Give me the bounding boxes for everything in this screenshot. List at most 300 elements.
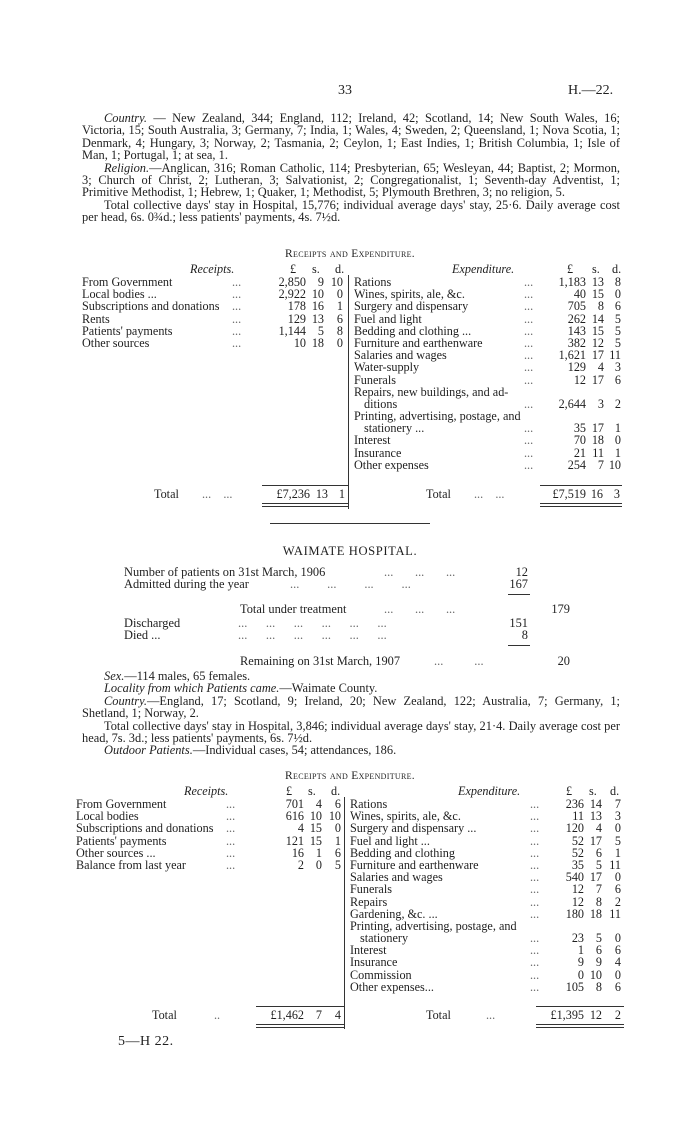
table1-expenditure-s: 7	[597, 457, 604, 472]
table2-receipts-total-rule	[256, 1006, 344, 1007]
number-of-patients-value: 12	[515, 565, 528, 579]
table2-receipt-pounds: 616	[285, 809, 304, 824]
table2-receipt-label: Balance from last year	[76, 857, 186, 872]
sex-label: Sex.	[104, 669, 125, 683]
table2-expenditure-pounds: 1	[577, 943, 584, 958]
table2-expenditure-total-rule	[536, 1006, 624, 1007]
table2-expenditure-d: 5	[614, 833, 621, 848]
table2-receipt-leader: ...	[226, 797, 236, 811]
table2-receipt-pounds: 121	[285, 833, 304, 848]
table2-receipt-leader: ...	[226, 857, 236, 872]
waimate-country-paragraph	[82, 695, 620, 720]
table2-receipts-pound-head: £	[286, 784, 293, 798]
table2-expenditure-row	[350, 835, 626, 847]
table2-receipt-row	[76, 835, 344, 847]
table1-receipt-label: Rents	[82, 311, 110, 326]
table1-receipt-s: 10	[311, 287, 324, 302]
table2-expenditure-label: Furniture and earthenware	[350, 857, 479, 872]
table2-expenditure-double-rule-2	[536, 1027, 624, 1028]
table2-receipt-pounds: 16	[291, 845, 304, 860]
table2-expenditure-leader: ...	[530, 955, 540, 970]
table2-expenditure-s: 7	[595, 882, 602, 897]
table2-expenditure-label: Wines, spirits, ale, &c.	[350, 809, 461, 824]
table2-expenditure-d: 0	[614, 967, 621, 982]
table1-title: Receipts and Expenditure.	[285, 248, 415, 260]
table2-receipt-d: 1	[334, 833, 341, 848]
table1-receipt-row	[82, 313, 348, 325]
table1-expenditure-pounds: 70	[573, 433, 586, 448]
died-leader: ... ... ... ... ... ...	[238, 628, 387, 642]
table1-expenditure-rows	[354, 276, 622, 471]
table2-expenditure-row	[350, 896, 626, 908]
sex-text: —114 males, 65 females.	[124, 669, 251, 683]
table1-expenditure-pounds: 254	[567, 457, 586, 472]
table2-expenditure-leader: ...	[530, 894, 540, 909]
outdoor-text: —Individual cases, 54; attendances, 186.	[192, 743, 397, 758]
table2-receipt-s: 1	[315, 845, 322, 860]
died-value: 8	[521, 628, 528, 642]
table2-expenditure-s: 5	[595, 857, 602, 872]
table1-expenditure-label: Salaries and wages	[354, 348, 447, 363]
table2-expenditure-pounds: 540	[565, 870, 584, 885]
table1-expenditure-pounds: 1,621	[558, 348, 586, 363]
table2-receipt-s: 10	[309, 809, 322, 824]
table1-expenditure-leader: ...	[524, 348, 534, 363]
table2-receipt-d: 0	[334, 821, 341, 836]
table2-expenditure-row	[350, 969, 626, 981]
table1-expenditure-row	[354, 361, 622, 373]
table1-receipt-d: 0	[336, 287, 343, 302]
table1-expenditure-total-leader: ... ...	[474, 487, 505, 501]
table1-receipt-label: From Government	[82, 275, 173, 289]
table2-expenditure-pounds: 35	[571, 857, 584, 872]
table2-expenditure-d: 0	[614, 931, 621, 946]
table2-receipts-heading: Receipts.	[184, 784, 229, 798]
religion-text: —Anglican, 316; Roman Catholic, 114; Presbyterian, 65; Wesleyan, 44; Baptist, 2; Mormon, 3; Church of Christ, 2; Lutheran, 3; Salvationist, 2; Congregationalist, 1; Seventh-day Adventist, 1; Primitive Methodist, 1; Hebrew, 1; Quaker, 1; Methodist, 5; Plymouth Brethren, 3; no religion, 5.	[82, 160, 620, 200]
table2-expenditure-pounds: 11	[572, 809, 584, 824]
table1-receipt-label: Local bodies ...	[82, 287, 157, 302]
table1-expenditure-leader: ...	[524, 457, 534, 472]
table1-expenditure-label: Rations	[354, 275, 392, 289]
table1-expenditure-s: 17	[591, 421, 604, 436]
table1-receipts-total-rule	[262, 485, 348, 486]
table1-receipts-total-leader: ... ...	[202, 487, 233, 501]
locality-text: —Waimate County.	[279, 681, 378, 696]
table1-receipt-row	[82, 337, 348, 349]
table1-receipts-total-pounds: £7,236	[276, 487, 310, 501]
table2-expenditure-d: 2	[614, 894, 621, 909]
table2-expenditure-s: 17	[589, 870, 602, 885]
table1-expenditure-double-rule-2	[540, 506, 622, 507]
table2-expenditure-label: Rations	[350, 797, 388, 811]
waimate-country-text: —England, 17; Scotland, 9; Ireland, 20; New Zealand, 122; Australia, 7; Germany, 1; Shetland, 1; Norway, 2.	[82, 693, 620, 721]
total-leader: ... ... ...	[384, 602, 456, 616]
table1-expenditure-row	[354, 300, 622, 312]
table1-expenditure-leader: ...	[524, 445, 534, 460]
table1-expenditure-pounds: 12	[573, 372, 586, 387]
religion-paragraph	[82, 162, 620, 199]
table1-expenditure-label: Fuel and light	[354, 311, 422, 326]
table2-expenditure-pounds: 52	[571, 833, 584, 848]
table2-expenditure-d: 6	[614, 943, 621, 958]
table1-receipt-leader: ...	[232, 323, 242, 338]
table2-expenditure-leader: ...	[530, 870, 540, 885]
table1-expenditure-d: 6	[614, 372, 621, 387]
table1-expenditure-leader: ...	[524, 396, 534, 411]
table1-receipt-s: 18	[311, 335, 324, 350]
table2-expenditure-pound-head: £	[566, 784, 573, 798]
table2-expenditure-label: Fuel and light ...	[350, 833, 430, 848]
waimate-stay-paragraph: Total collective days' stay in Hospital, 3,846; individual average days' stay, 21·4. Daily average cost per head, 7s. 3d.; less patients' payments, 6s. 7½d.	[82, 718, 620, 746]
intro-section	[82, 112, 620, 224]
table1-expenditure-d: 0	[614, 433, 621, 448]
table2-expenditure-pounds: 105	[565, 979, 584, 994]
table2-expenditure-label: Funerals	[350, 882, 392, 897]
table1-expenditure-pounds: 2,644	[558, 396, 586, 411]
table2-receipt-pounds: 4	[297, 821, 304, 836]
table2-receipt-leader: ...	[226, 809, 236, 824]
footer-signature: 5—H 22.	[118, 1034, 174, 1049]
table2-expenditure-leader: ...	[530, 809, 540, 824]
table1-receipt-s: 9	[317, 275, 324, 289]
table2-receipt-d: 6	[334, 845, 341, 860]
table2-expenditure-label: stationery	[360, 931, 409, 946]
table1-expenditure-leader: ...	[524, 433, 534, 448]
table2-receipts-total-leader: ..	[214, 1008, 221, 1022]
table2-expenditure-label: Other expenses...	[350, 979, 434, 994]
table1-receipt-pounds: 1,144	[278, 323, 306, 338]
table2-expenditure-rows	[350, 798, 626, 993]
table1-expenditure-d-head: d.	[612, 262, 622, 276]
table1-expenditure-leader: ...	[524, 287, 534, 302]
table1-receipts-rows	[82, 276, 348, 349]
outdoor-paragraph	[82, 744, 620, 756]
table1-receipt-leader: ...	[232, 299, 242, 314]
table1-receipts-total-s: 13	[315, 487, 328, 501]
number-of-patients-label: Number of patients on 31st March, 1906	[124, 565, 326, 579]
table2-expenditure-total-s: 12	[589, 1008, 602, 1022]
table2-expenditure-s: 10	[589, 967, 602, 982]
table1-expenditure-leader: ...	[524, 323, 534, 338]
table2	[76, 785, 626, 1035]
table1-expenditure-s: 11	[592, 445, 604, 460]
table2-receipt-d: 10	[328, 809, 341, 824]
table2-expenditure-total-label: Total	[426, 1008, 451, 1022]
table1-receipt-d: 6	[336, 311, 343, 326]
table1-expenditure-row	[354, 447, 622, 459]
table2-expenditure-leader: ...	[530, 906, 540, 921]
table1-expenditure-d: 1	[614, 421, 621, 436]
table1-expenditure-s: 3	[597, 396, 604, 411]
table2-receipt-s: 15	[309, 833, 322, 848]
table2-expenditure-d: 4	[614, 955, 621, 970]
religion-label: Religion.	[104, 160, 150, 175]
table2-expenditure-label: Insurance	[350, 955, 398, 970]
table1-expenditure-d: 1	[614, 445, 621, 460]
table1-expenditure-leader: ...	[524, 421, 534, 436]
table1-expenditure-total-d: 3	[613, 487, 620, 501]
table2-expenditure-s: 6	[595, 943, 602, 958]
table2-expenditure-total-leader: ...	[486, 1008, 496, 1022]
table1-expenditure-leader: ...	[524, 360, 534, 375]
table2-expenditure-label: Printing, advertising, postage, and	[350, 918, 517, 933]
table1-divider	[348, 275, 349, 509]
table2-expenditure-double-rule-1	[536, 1024, 624, 1025]
total-under-treatment-value: 179	[551, 602, 570, 616]
table2-expenditure-label: Gardening, &c. ...	[350, 906, 438, 921]
table2-receipt-row	[76, 822, 344, 834]
table1-receipt-s: 16	[311, 299, 324, 314]
table1-expenditure-label: Insurance	[354, 445, 402, 460]
page-number: 33	[338, 83, 352, 98]
table2-expenditure-label: Bedding and clothing	[350, 845, 455, 860]
table2-receipts-double-rule-1	[256, 1024, 344, 1025]
discharged-leader: ... ... ... ... ... ...	[238, 616, 387, 630]
table1-expenditure-total-s: 16	[590, 487, 603, 501]
table2-expenditure-d: 3	[614, 809, 621, 824]
table1-receipts-double-rule-2	[262, 506, 348, 507]
table2-expenditure-s: 8	[595, 894, 602, 909]
table1-expenditure-d: 6	[614, 299, 621, 314]
table2-expenditure-row	[350, 822, 626, 834]
country-paragraph	[82, 112, 620, 162]
table2-receipt-s: 4	[315, 797, 322, 811]
table2-expenditure-d: 7	[614, 797, 621, 811]
table2-expenditure-leader: ...	[530, 797, 540, 811]
table2-expenditure-heading: Expenditure.	[458, 784, 521, 798]
table2-expenditure-d: 11	[609, 906, 621, 921]
table2-expenditure-total-pounds: £1,395	[550, 1008, 584, 1022]
table2-receipt-label: Local bodies	[76, 809, 139, 824]
table1-receipts-double-rule-1	[262, 503, 348, 504]
table1-receipt-pounds: 129	[287, 311, 306, 326]
table1-receipt-d: 10	[330, 275, 343, 289]
table1-expenditure-row	[354, 459, 622, 471]
table1-expenditure-d: 11	[609, 348, 621, 363]
table1-expenditure-label: Furniture and earthenware	[354, 335, 483, 350]
table1-expenditure-d: 5	[614, 335, 621, 350]
table1-receipts-pound-head: £	[290, 262, 297, 276]
table1-expenditure-row	[354, 434, 622, 446]
discharged-value: 151	[509, 616, 528, 630]
table2-receipt-label: From Government	[76, 797, 167, 811]
stay-paragraph: Total collective days' stay in Hospital, 15,776; individual average days' stay, 25·6. Daily average cost per head, 6s. 0¾d.; less patients' payments, 4s. 7½d.	[82, 197, 620, 225]
table1-expenditure-d: 0	[614, 287, 621, 302]
table1-receipt-s: 13	[311, 311, 324, 326]
table1-expenditure-heading: Expenditure.	[452, 262, 515, 276]
table2-expenditure-d-head: d.	[610, 784, 620, 798]
table2-expenditure-pounds: 12	[571, 882, 584, 897]
table1-expenditure-label: Water-supply	[354, 360, 420, 375]
table2-expenditure-row	[350, 956, 626, 968]
table1	[82, 263, 622, 515]
table2-expenditure-leader: ...	[530, 931, 540, 946]
table2-expenditure-row	[350, 981, 626, 993]
table2-receipt-leader: ...	[226, 821, 236, 836]
table2-receipts-s-head: s.	[308, 784, 316, 798]
remaining-label: Remaining on 31st March, 1907	[240, 654, 401, 668]
table1-receipt-leader: ...	[232, 275, 242, 289]
table1-expenditure-label: Other expenses	[354, 457, 429, 472]
table2-expenditure-s: 4	[595, 821, 602, 836]
table1-receipts-d-head: d.	[335, 262, 345, 276]
table2-expenditure-label: Surgery and dispensary ...	[350, 821, 477, 836]
admitted-leader: ... ... ... ...	[290, 577, 411, 591]
table1-expenditure-s: 8	[597, 299, 604, 314]
table2-receipt-pounds: 2	[297, 857, 304, 872]
table2-receipts-total-pounds: £1,462	[270, 1008, 304, 1022]
table1-expenditure-total-label: Total	[426, 487, 451, 501]
table1-expenditure-pounds: 143	[567, 323, 586, 338]
table1-expenditure-d: 5	[614, 311, 621, 326]
table1-expenditure-label: stationery ...	[364, 421, 425, 436]
table1-receipt-label: Subscriptions and donations	[82, 299, 220, 314]
admitted-label: Admitted during the year	[124, 577, 249, 591]
table1-expenditure-label: Repairs, new buildings, and ad-	[354, 384, 509, 399]
table1-expenditure-s: 12	[591, 335, 604, 350]
waimate-title: WAIMATE HOSPITAL.	[282, 544, 418, 558]
table2-expenditure-s: 5	[595, 931, 602, 946]
table2-receipt-d: 6	[334, 797, 341, 811]
table1-expenditure-double-rule-1	[540, 503, 622, 504]
table1-expenditure-s: 18	[591, 433, 604, 448]
section-separator	[270, 523, 430, 524]
table1-expenditure-label: Printing, advertising, postage, and	[354, 409, 521, 424]
table2-expenditure-row	[350, 932, 626, 944]
died-rule	[508, 645, 530, 646]
table1-expenditure-pounds: 40	[573, 287, 586, 302]
table2-expenditure-leader: ...	[530, 979, 540, 994]
table2-expenditure-d: 6	[614, 979, 621, 994]
table1-expenditure-label: Bedding and clothing ...	[354, 323, 472, 338]
table2-expenditure-label: Salaries and wages	[350, 870, 443, 885]
table2-expenditure-pounds: 236	[565, 797, 584, 811]
table2-expenditure-leader: ...	[530, 821, 540, 836]
table2-receipt-d: 5	[334, 857, 341, 872]
table1-expenditure-s: 4	[597, 360, 604, 375]
table1-expenditure-pounds: 382	[567, 335, 586, 350]
table1-expenditure-d: 2	[614, 396, 621, 411]
total-under-treatment-label: Total under treatment	[240, 602, 347, 616]
table2-expenditure-pounds: 180	[565, 906, 584, 921]
table2-expenditure-s: 8	[595, 979, 602, 994]
table1-receipt-pounds: 10	[293, 335, 306, 350]
table2-expenditure-row	[350, 883, 626, 895]
table2-expenditure-s: 14	[589, 797, 602, 811]
table2-expenditure-pounds: 12	[571, 894, 584, 909]
table1-expenditure-total-rule	[540, 485, 622, 486]
table1-expenditure-pounds: 1,183	[558, 275, 586, 289]
table2-expenditure-d: 0	[614, 870, 621, 885]
table1-expenditure-label: Funerals	[354, 372, 396, 387]
died-label: Died ...	[124, 628, 161, 642]
table1-receipt-pounds: 2,850	[278, 275, 306, 289]
table2-expenditure-d: 6	[614, 882, 621, 897]
table1-expenditure-d: 3	[614, 360, 621, 375]
table2-expenditure-pounds: 0	[577, 967, 584, 982]
table1-expenditure-pounds: 705	[567, 299, 586, 314]
table2-expenditure-s: 17	[589, 833, 602, 848]
waimate-details	[82, 670, 620, 757]
table2-expenditure-pounds: 9	[577, 955, 584, 970]
table2-receipts-d-head: d.	[331, 784, 341, 798]
table2-receipt-leader: ...	[226, 845, 236, 860]
table2-expenditure-s-head: s.	[589, 784, 597, 798]
table1-receipt-leader: ...	[232, 311, 242, 326]
table1-expenditure-d: 10	[608, 457, 621, 472]
outdoor-label: Outdoor Patients.	[104, 743, 193, 758]
table1-expenditure-s: 15	[591, 323, 604, 338]
document-reference: H.—22.	[568, 83, 614, 98]
table1-expenditure-s-head: s.	[592, 262, 600, 276]
table2-expenditure-label: Commission	[350, 967, 412, 982]
table1-expenditure-pound-head: £	[567, 262, 574, 276]
table1-expenditure-row	[354, 313, 622, 325]
table1-expenditure-leader: ...	[524, 372, 534, 387]
table2-expenditure-leader: ...	[530, 833, 540, 848]
table1-expenditure-leader: ...	[524, 335, 534, 350]
table1-receipt-d: 1	[336, 299, 343, 314]
table1-expenditure-s: 17	[591, 348, 604, 363]
table2-receipts-total-s: 7	[315, 1008, 322, 1022]
admitted-value: 167	[509, 577, 528, 591]
table2-expenditure-total-d: 2	[614, 1008, 621, 1022]
table2-expenditure-d: 11	[609, 857, 621, 872]
table1-receipt-pounds: 178	[287, 299, 306, 314]
table2-title: Receipts and Expenditure.	[285, 770, 415, 782]
remaining-leader: ... ...	[434, 654, 484, 668]
table2-receipt-leader: ...	[226, 833, 236, 848]
table1-receipt-s: 5	[317, 323, 324, 338]
table2-receipt-row	[76, 859, 344, 871]
table1-receipt-label: Patients' payments	[82, 323, 173, 338]
table1-receipt-label: Other sources	[82, 335, 150, 350]
table1-receipts-total-d: 1	[338, 487, 345, 501]
table1-receipt-d: 0	[336, 335, 343, 350]
table2-expenditure-leader: ...	[530, 943, 540, 958]
table2-expenditure-s: 13	[589, 809, 602, 824]
table2-divider	[344, 797, 345, 1029]
table1-receipt-leader: ...	[232, 335, 242, 350]
table2-expenditure-leader: ...	[530, 857, 540, 872]
table1-receipts-s-head: s.	[312, 262, 320, 276]
table1-receipts-heading: Receipts.	[190, 262, 235, 276]
table1-expenditure-leader: ...	[524, 299, 534, 314]
table2-receipt-s: 15	[309, 821, 322, 836]
table2-expenditure-pounds: 52	[571, 845, 584, 860]
table2-receipt-s: 0	[315, 857, 322, 872]
table2-expenditure-pounds: 23	[571, 931, 584, 946]
table2-receipt-pounds: 701	[285, 797, 304, 811]
table1-receipt-d: 8	[336, 323, 343, 338]
table1-expenditure-leader: ...	[524, 311, 534, 326]
waimate-country-label: Country.	[104, 693, 148, 708]
table2-expenditure-s: 18	[589, 906, 602, 921]
table1-expenditure-label: Surgery and dispensary	[354, 299, 469, 314]
table1-expenditure-pounds: 21	[573, 445, 586, 460]
table1-receipt-pounds: 2,922	[278, 287, 306, 302]
country-label: Country.	[104, 111, 148, 125]
table2-receipt-label: Patients' payments	[76, 833, 167, 848]
table2-expenditure-label: Interest	[350, 943, 387, 958]
table2-receipts-double-rule-2	[256, 1027, 344, 1028]
table1-receipt-row	[82, 300, 348, 312]
table1-expenditure-s: 17	[591, 372, 604, 387]
table2-receipts-rows	[76, 798, 344, 871]
table2-expenditure-s: 6	[595, 845, 602, 860]
table1-expenditure-s: 15	[591, 287, 604, 302]
table1-expenditure-label: Interest	[354, 433, 391, 448]
